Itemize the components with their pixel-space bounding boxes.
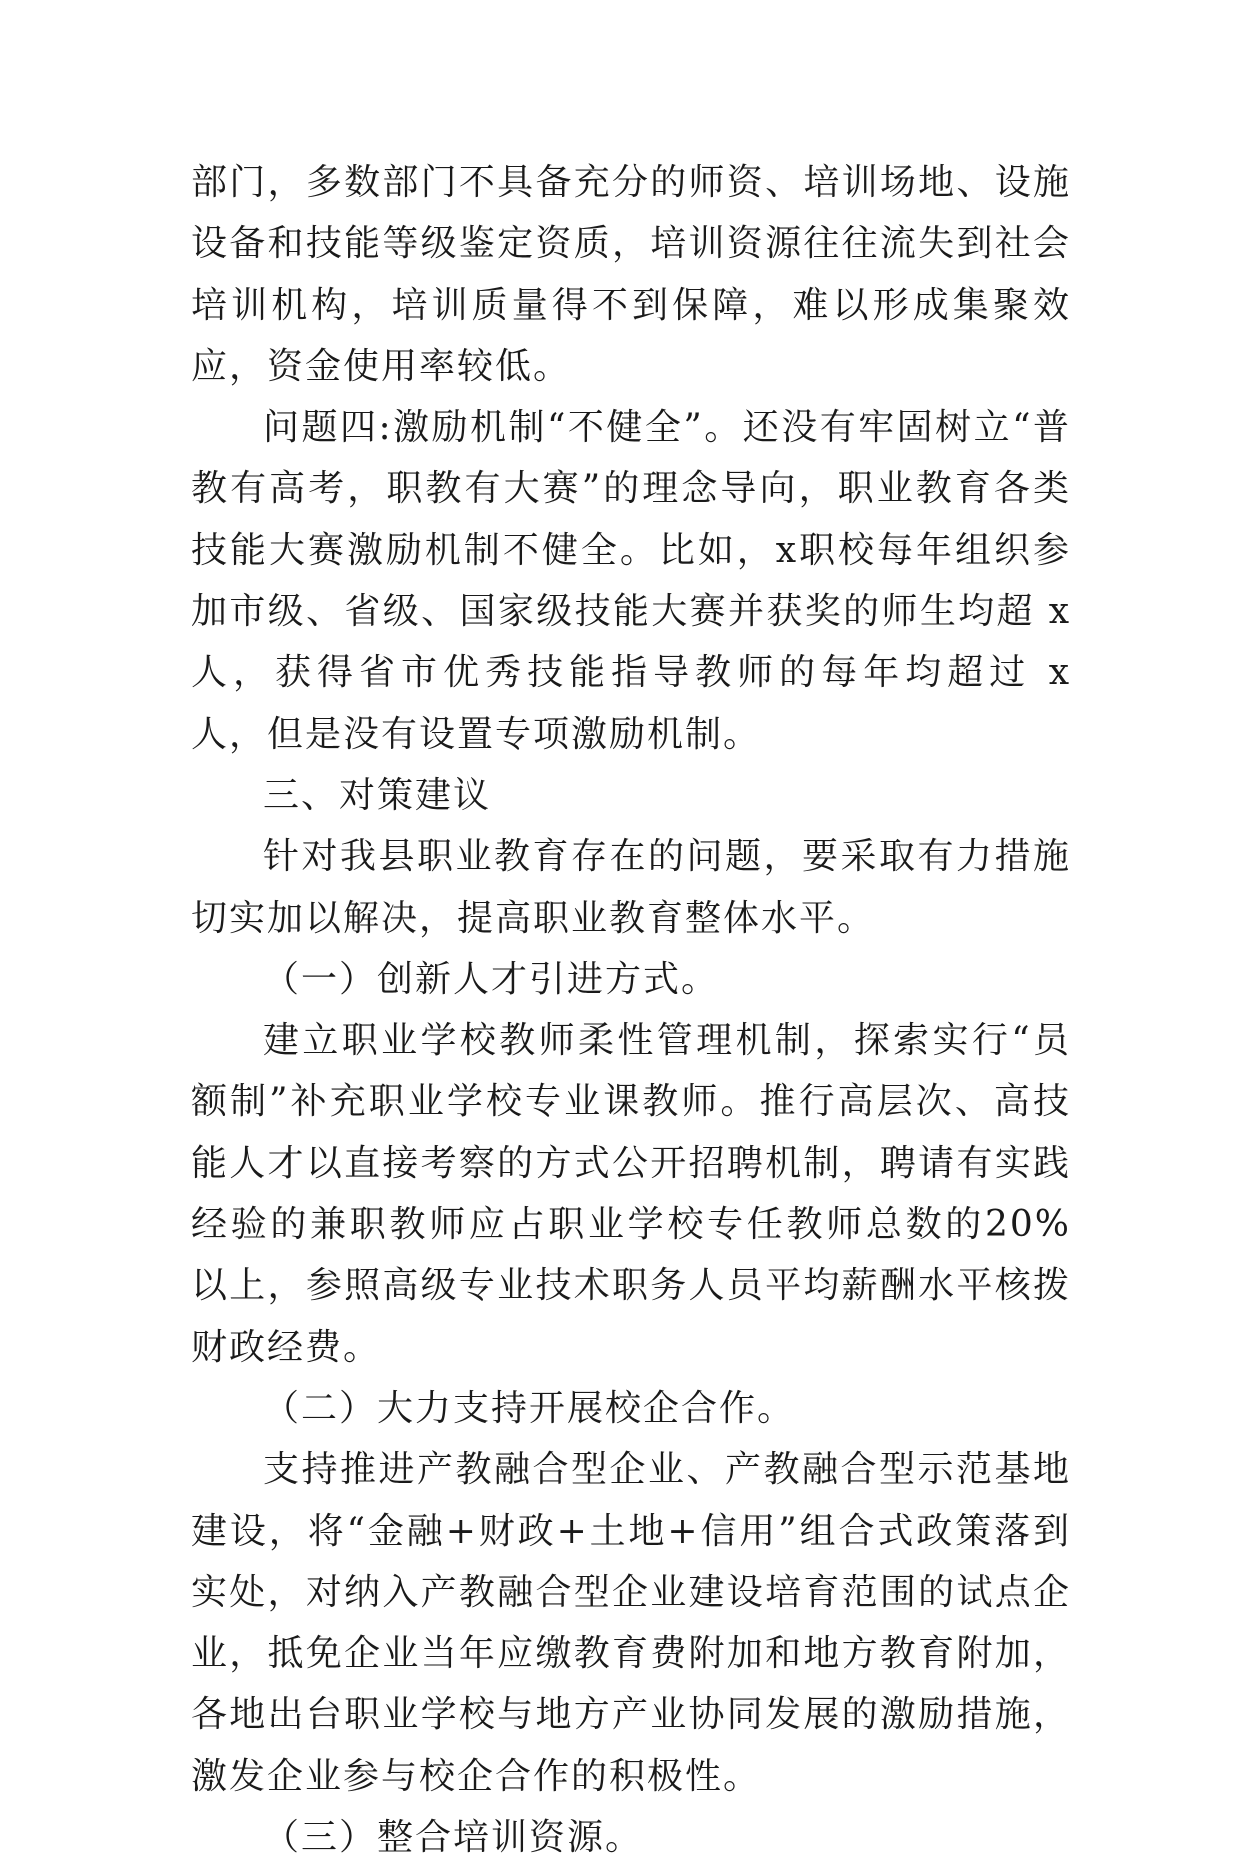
paragraph-intro-countermeasures: 针对我县职业教育存在的问题，要采取有力措施切实加以解决，提高职业教育整体水平。: [191, 836, 1071, 939]
paragraph-training-resources: 部门，多数部门不具备充分的师资、培训场地、设施设备和技能等级鉴定资质，培训资源往往流失到社会培训机构，培训质量得不到保障，难以形成集聚效应，资金使用率较低。: [191, 162, 1071, 387]
section-heading-countermeasures: 三、对策建议: [263, 774, 492, 816]
paragraph-talent-introduction: 建立职业学校教师柔性管理机制，探索实行“员额制”补充职业学校专业课教师。推行高层次、高技能人才以直接考察的方式公开招聘机制，聘请有实践经验的兼职教师应占职业学校专任教师总数的20%以上，参照高级专业技术职务人员平均薪酬水平核拨财政经费。: [191, 1020, 1071, 1368]
paragraph-school-enterprise: 支持推进产教融合型企业、产教融合型示范基地建设，将“金融+财政+土地+信用”组合式政策落到实处，对纳入产教融合型企业建设培育范围的试点企业，抵免企业当年应缴教育费附加和地方教育附加，各地出台职业学校与地方产业协同发展的激励措施，激发企业参与校企合作的积极性。: [191, 1449, 1071, 1797]
subheading-talent-introduction: （一）创新人才引进方式。: [263, 958, 720, 1000]
paragraph-problem-four: 问题四:激励机制“不健全”。还没有牢固树立“普教有高考，职教有大赛”的理念导向，职业教育各类技能大赛激励机制不健全。比如，x职校每年组织参加市级、省级、国家级技能大赛并获奖的师生均超 x 人，获得省市优秀技能指导教师的每年均超过 x 人，但是没有设置专项激励机制。: [191, 407, 1071, 755]
subheading-school-enterprise: （二）大力支持开展校企合作。: [263, 1387, 796, 1429]
subheading-integrate-training: （三）整合培训资源。: [263, 1817, 644, 1859]
document-body: [191, 152, 1071, 1868]
